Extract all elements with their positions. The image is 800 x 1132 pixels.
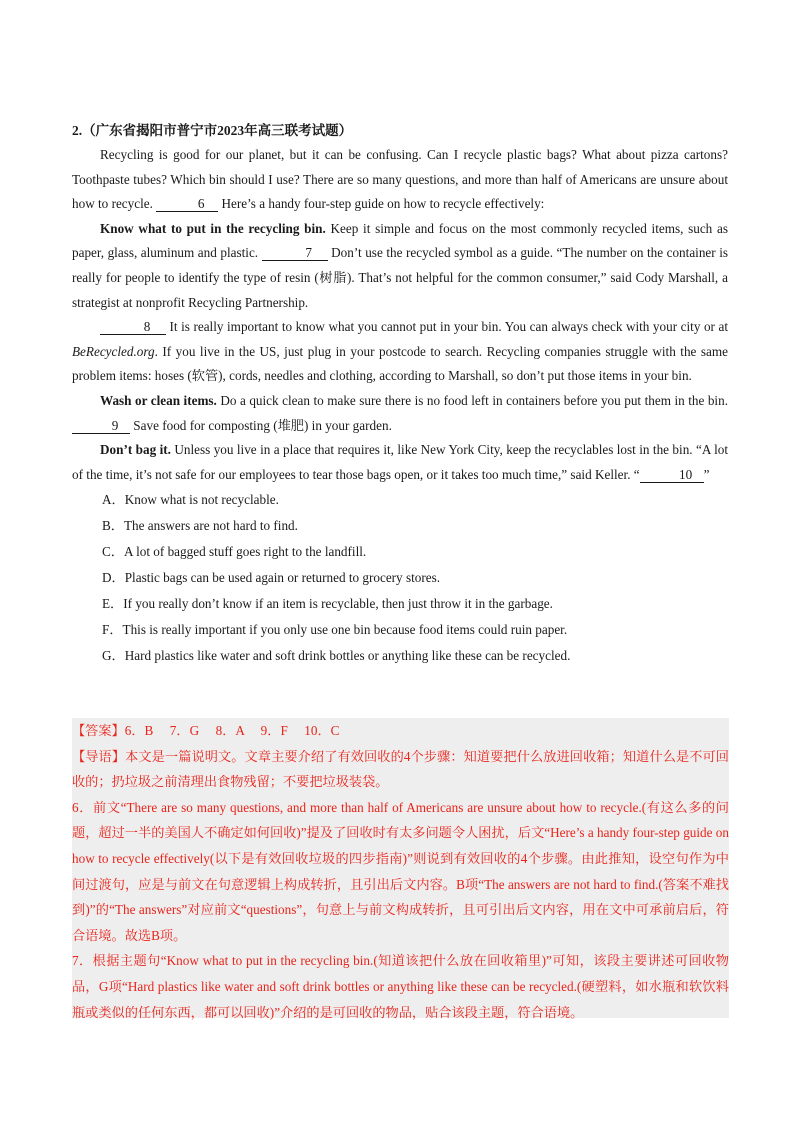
- paragraph: [72, 438, 728, 487]
- paragraph-text: Keep it simple and focus on the most commonly recycled items, such as paper, glass, aluminum and plastic.: [72, 220, 728, 261]
- option-letter: A．: [102, 492, 125, 508]
- paragraph-text: Don’t use the recycled symbol as a guide. “The number on the container is really for people to identify the type of resin (树脂). That’s not helpful for the common consumer,” said Cody Marshall, a strategist at nonprofit Recycling Partnership.: [72, 245, 728, 310]
- option-letter: C．: [102, 544, 124, 560]
- paragraph: [72, 217, 728, 315]
- option-item: [72, 565, 728, 591]
- paragraph-text: Do a quick clean to make sure there is no food left in containers before you put them in the bin.: [216, 392, 728, 408]
- answer-blank: 9: [72, 418, 130, 434]
- paragraph-text: Recycling is good for our planet, but it can be confusing. Can I recycle plastic bags? What about pizza cartons? Toothpaste tubes? Which bin should I use? There are so many questions, and more than half of Americans are unsure about how to recycle.: [72, 147, 728, 212]
- paragraph-text: It is really important to know what you cannot put in your bin. You can always check with your city or at: [166, 319, 728, 335]
- paragraph-text: ”: [703, 466, 710, 482]
- guide-text: 【导语】本文是一篇说明文。文章主要介绍了有效回收的4个步骤：知道要把什么放进回收箱；知道什么是不可回收的；扔垃圾之前清理出食物残留；不要把垃圾装袋。: [72, 748, 729, 790]
- answer-key: 【答案】6．B 7．G 8．A 9．F 10．C: [72, 723, 340, 738]
- option-item: [72, 617, 728, 643]
- option-item: [72, 643, 728, 669]
- passage: [72, 143, 728, 487]
- option-letter: E．: [102, 596, 124, 612]
- question-title: 2.（广东省揭阳市普宁市2023年高三联考试题）: [72, 123, 353, 138]
- option-text: A lot of bagged stuff goes right to the landfill.: [123, 544, 367, 560]
- option-letter: B．: [102, 518, 124, 534]
- option-item: [72, 487, 728, 513]
- option-item: [72, 539, 728, 565]
- options-list: [72, 487, 728, 669]
- paragraph: [72, 389, 728, 438]
- option-text: If you really don’t know if an item is recyclable, then just throw it in the garbage.: [123, 596, 553, 612]
- paragraph-text: . If you live in the US, just plug in your postcode to search. Recycling companies struggle with the same problem items: hoses (软管), cords, needles and clothing, according to Marshall, so don’t put those items in your bin.: [72, 343, 728, 384]
- answer-blank: 8: [100, 319, 166, 335]
- step-heading: Know what to put in the recycling bin.: [100, 220, 326, 236]
- answer-blank: 10: [640, 467, 704, 483]
- answer-blank: 7: [262, 245, 328, 261]
- option-text: This is really important if you only use one bin because food items could ruin paper.: [122, 622, 568, 638]
- step-heading: Wash or clean items.: [100, 392, 217, 408]
- answer-section: [72, 718, 729, 1018]
- option-letter: G．: [102, 648, 125, 664]
- paragraph: [72, 143, 728, 217]
- website-text: BeRecycled.org: [72, 343, 155, 359]
- question-content: [72, 119, 728, 669]
- paragraph: [72, 315, 728, 389]
- paragraph-text: Here’s a handy four-step guide on how to recycle effectively:: [218, 196, 545, 212]
- option-text: Plastic bags can be used again or returned to grocery stores.: [124, 570, 441, 586]
- explanation-7: 7．根据主题句“Know what to put in the recycling bin.(知道该把什么放在回收箱里)”可知，该段主要讲述可回收物品，G项“Hard plastics like water and soft drink bottles or anything like these can be recycled.(硬塑料，如水瓶和软饮料瓶或类似的任何东西，都可以回收)”介绍的是可回收的物品，贴合该段主题，符合语境。: [72, 953, 729, 1020]
- option-item: [72, 513, 728, 539]
- option-item: [72, 591, 728, 617]
- option-text: The answers are not hard to find.: [123, 518, 298, 534]
- option-letter: F．: [102, 622, 123, 638]
- explanation-6: 6．前文“There are so many questions, and more than half of Americans are unsure about how to recycle.(有这么多的问题，超过一半的美国人不确定如何回收)”提及了回收时有太多问题令人困扰，后文“Here’s a handy four-step guide on how to recycle effectively(以下是有效回收垃圾的四步指南)”则说到有效回收的4个步骤。由此推知，设空句作为中间过渡句，应是与前文在句意逻辑上构成转折，且引出后文内容。B项“The answers are not hard to find.(答案不难找到)”的“The answers”对应前文“questions”，句意上与前文构成转折，且可引出后文内容，用在文中可承前启后，符合语境。故选B项。: [72, 799, 729, 943]
- option-letter: D．: [102, 570, 125, 586]
- answer-blank: 6: [156, 196, 218, 212]
- option-text: Know what is not recyclable.: [124, 492, 279, 508]
- step-heading: Don’t bag it.: [100, 442, 171, 458]
- paragraph-text: Unless you live in a place that requires it, like New York City, keep the recyclables lost in the bin. “A lot of the time, it’s not safe for our employees to tear those bags open, or it takes too much time,” said Keller. “: [72, 442, 728, 482]
- paragraph-text: Save food for composting (堆肥) in your garden.: [130, 417, 392, 433]
- option-text: Hard plastics like water and soft drink bottles or anything like these can be recycled.: [124, 648, 571, 664]
